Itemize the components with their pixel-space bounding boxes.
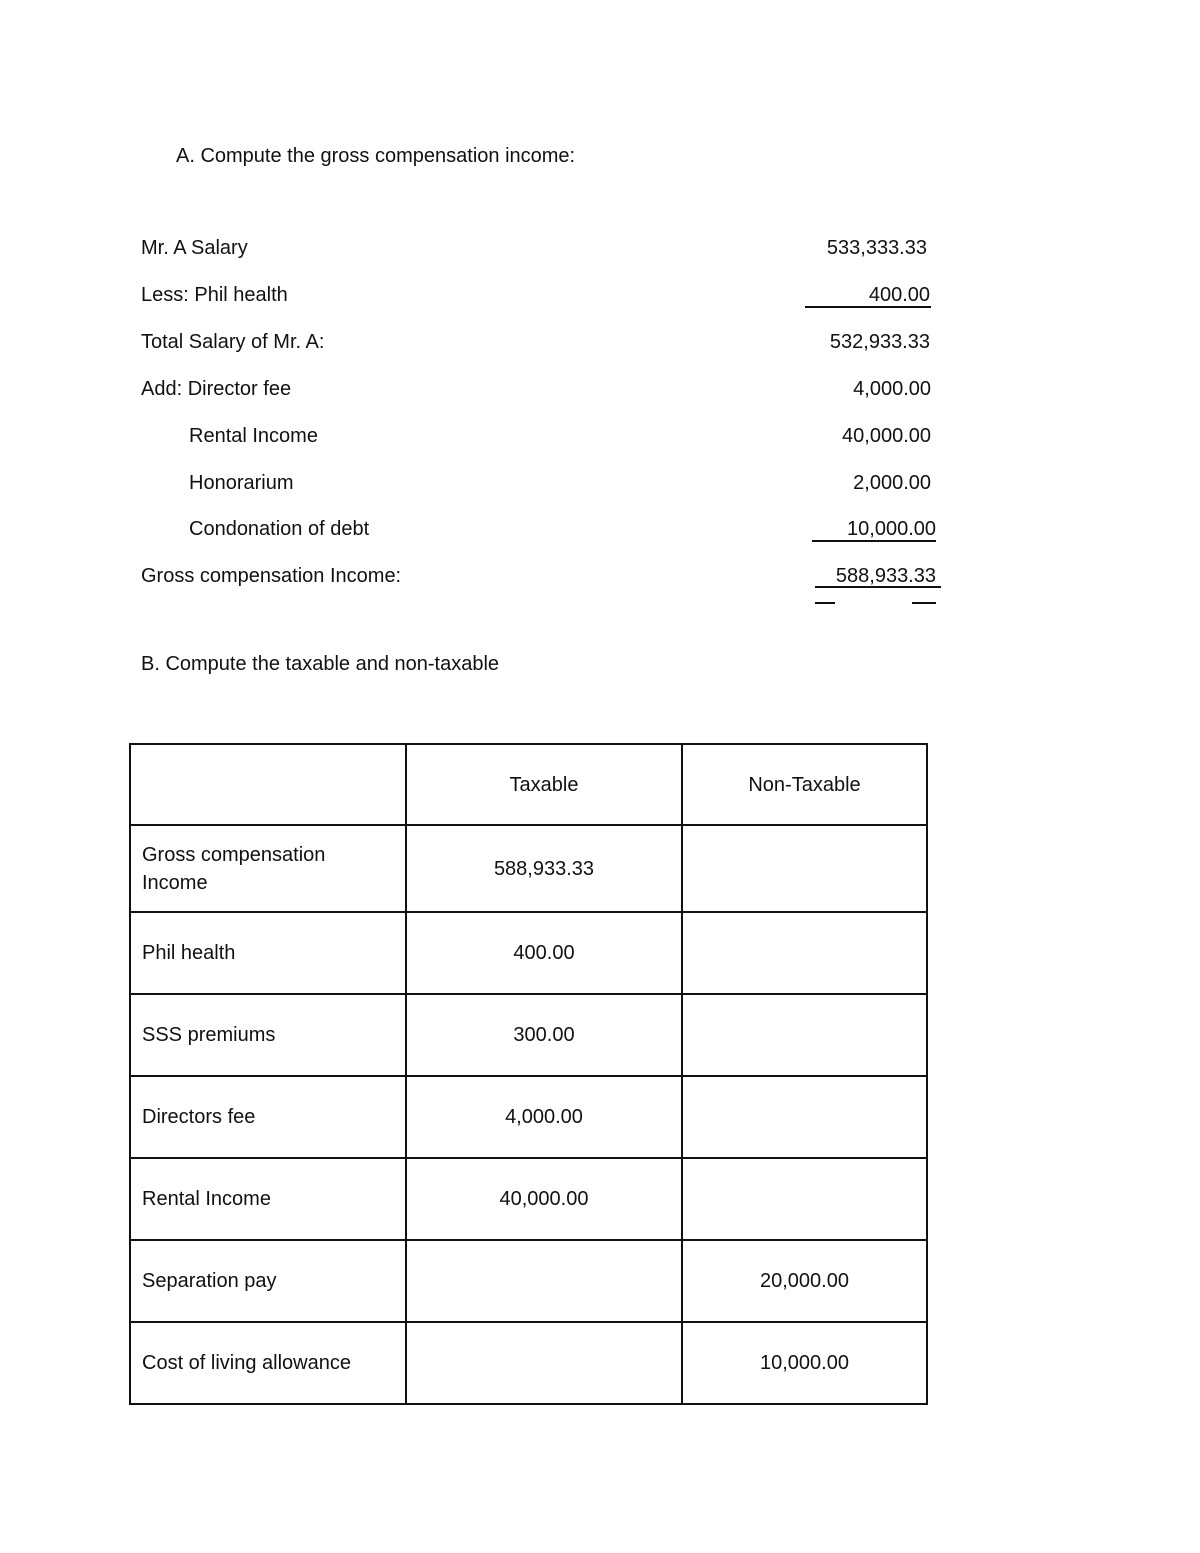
table-row [130, 1158, 927, 1240]
salary-label: Mr. A Salary [141, 237, 248, 259]
total-salary-label: Total Salary of Mr. A: [141, 331, 325, 353]
condonation-label: Condonation of debt [189, 518, 370, 540]
row-taxable: 4,000.00 [406, 1076, 682, 1158]
row-label: Cost of living allowance [130, 1322, 406, 1404]
row-label: Gross compensation Income [130, 825, 406, 912]
phil-health-value: 400.00 [868, 284, 930, 306]
row-label: Phil health [130, 912, 406, 994]
salary-value: 533,333.33 [826, 237, 927, 259]
table-header-row [130, 744, 927, 825]
honorarium-value: 2,000.00 [853, 472, 931, 494]
condonation-underline [812, 540, 936, 542]
row-non-taxable [682, 912, 927, 994]
phil-health-underline [805, 306, 931, 308]
row-label: SSS premiums [130, 994, 406, 1076]
row-taxable: 40,000.00 [406, 1158, 682, 1240]
header-cell-taxable: Taxable [406, 744, 682, 825]
row-non-taxable [682, 994, 927, 1076]
row-non-taxable [682, 825, 927, 912]
row-label: Rental Income [130, 1158, 406, 1240]
taxable-table [129, 743, 928, 1405]
director-fee-label: Add: Director fee [141, 378, 292, 400]
honorarium-label: Honorarium [189, 472, 294, 494]
header-cell-empty [130, 744, 406, 825]
row-non-taxable: 20,000.00 [682, 1240, 927, 1322]
rental-income-value: 40,000.00 [842, 425, 931, 447]
gross-income-underline [815, 586, 941, 588]
condonation-value: 10,000.00 [847, 518, 936, 540]
table-row [130, 1322, 927, 1404]
row-taxable: 400.00 [406, 912, 682, 994]
table-row [130, 1240, 927, 1322]
header-cell-non-taxable: Non-Taxable [682, 744, 927, 825]
table-row [130, 825, 927, 912]
gross-income-value: 588,933.33 [835, 565, 936, 587]
row-non-taxable: 10,000.00 [682, 1322, 927, 1404]
total-salary-value: 532,933.33 [829, 331, 930, 353]
table-row [130, 994, 927, 1076]
rental-income-label: Rental Income [189, 425, 318, 447]
table-row [130, 1076, 927, 1158]
row-taxable: 588,933.33 [406, 825, 682, 912]
table-row [130, 912, 927, 994]
row-non-taxable [682, 1076, 927, 1158]
director-fee-value: 4,000.00 [853, 378, 931, 400]
gross-income-double-underline-right [912, 602, 936, 604]
gross-income-label: Gross compensation Income: [141, 565, 402, 587]
row-taxable: 300.00 [406, 994, 682, 1076]
phil-health-label: Less: Phil health [141, 284, 288, 306]
row-taxable [406, 1240, 682, 1322]
row-label: Separation pay [130, 1240, 406, 1322]
gross-income-double-underline-left [815, 602, 835, 604]
row-taxable [406, 1322, 682, 1404]
row-non-taxable [682, 1158, 927, 1240]
row-label: Directors fee [130, 1076, 406, 1158]
section-a-heading: A. Compute the gross compensation income: [176, 145, 576, 167]
section-b-heading: B. Compute the taxable and non-taxable [141, 653, 500, 675]
